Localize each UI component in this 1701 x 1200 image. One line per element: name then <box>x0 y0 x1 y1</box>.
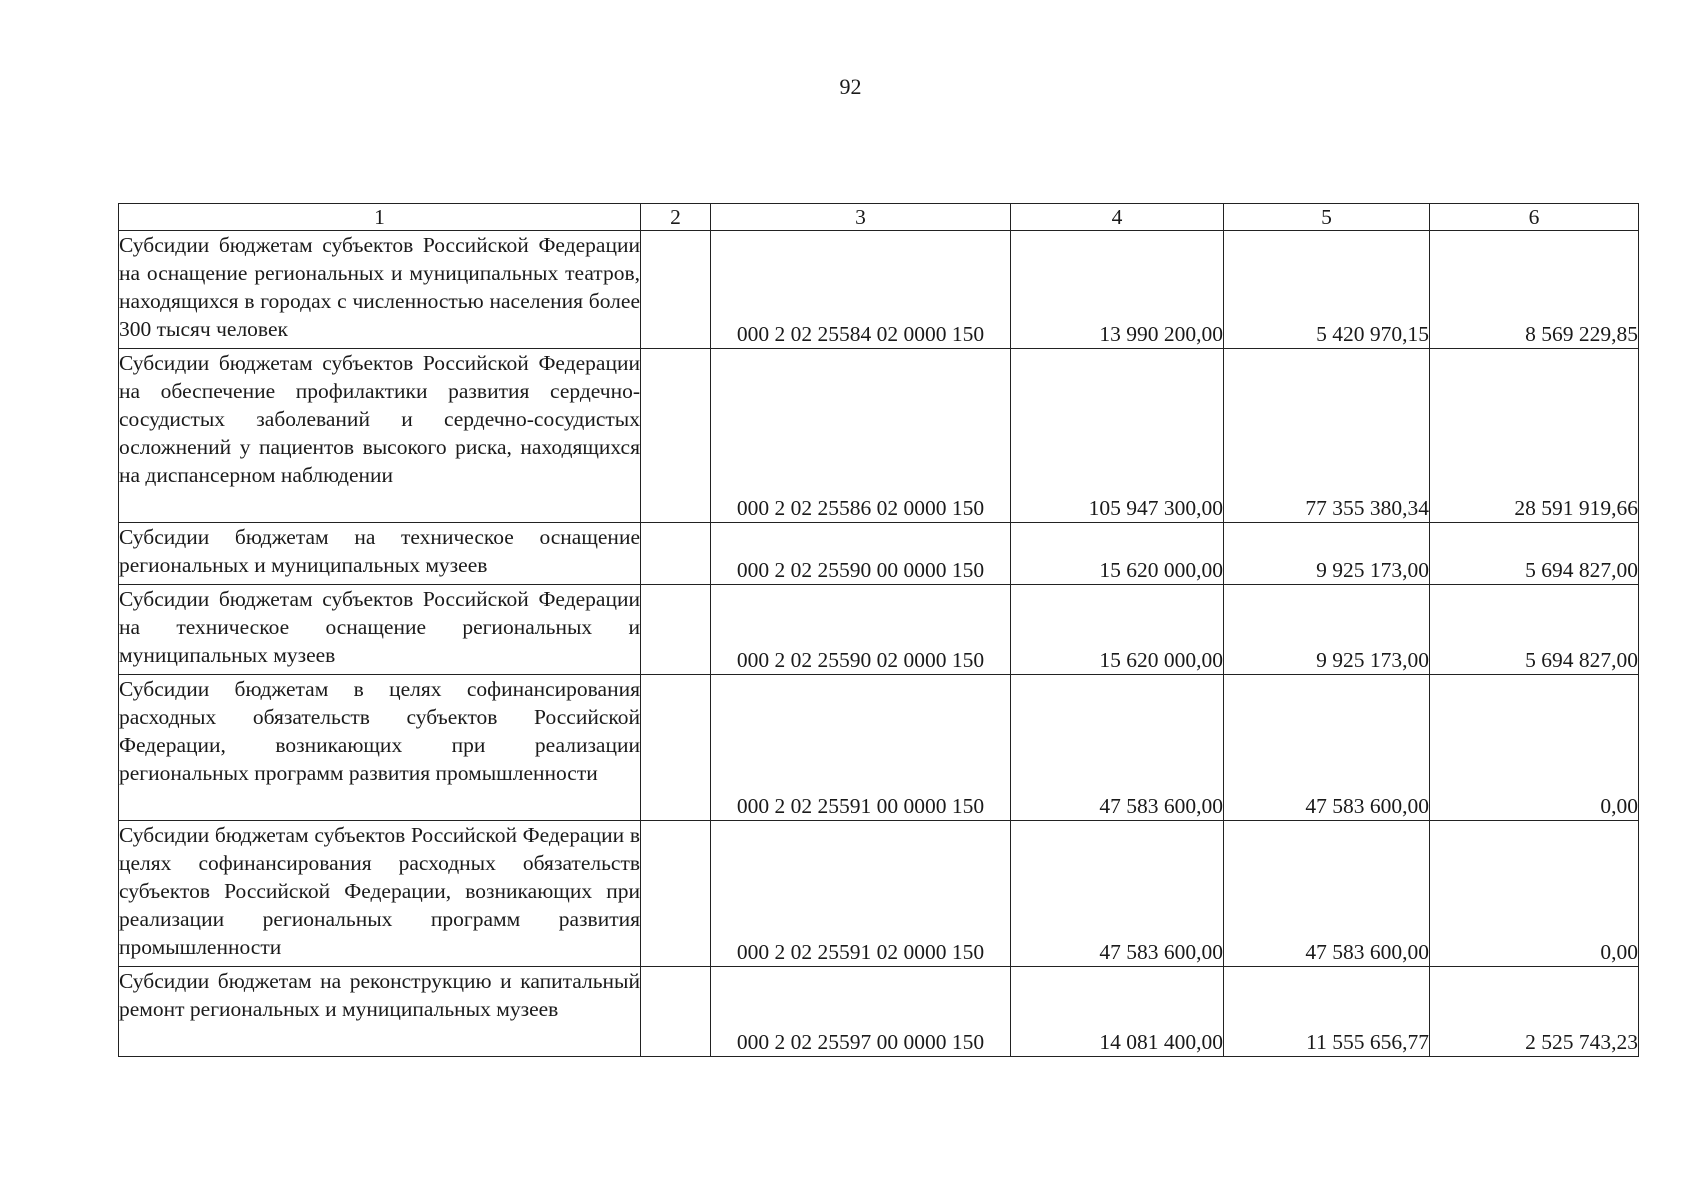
row-col6: 8 569 229,85 <box>1430 231 1639 349</box>
row-col2 <box>641 349 711 523</box>
row-description: Субсидии бюджетам субъектов Российской Федерации на обеспечение профилактики развития сердечно-сосудистых заболеваний и сердечно-сосудистых осложнений у пациентов высокого риска, находящихся на диспансерном наблюдении <box>119 349 641 523</box>
row-col6: 2 525 743,23 <box>1430 967 1639 1057</box>
row-col2 <box>641 231 711 349</box>
row-col5: 47 583 600,00 <box>1224 675 1430 821</box>
row-col5: 11 555 656,77 <box>1224 967 1430 1057</box>
row-col2 <box>641 585 711 675</box>
row-col4: 105 947 300,00 <box>1011 349 1224 523</box>
table-row <box>119 231 1639 349</box>
row-code: 000 2 02 25591 00 0000 150 <box>711 675 1011 821</box>
column-header-2: 2 <box>641 204 711 231</box>
row-col4: 13 990 200,00 <box>1011 231 1224 349</box>
row-col5: 9 925 173,00 <box>1224 523 1430 585</box>
row-col6: 5 694 827,00 <box>1430 523 1639 585</box>
row-col4: 15 620 000,00 <box>1011 585 1224 675</box>
column-header-1: 1 <box>119 204 641 231</box>
row-col2 <box>641 821 711 967</box>
column-header-3: 3 <box>711 204 1011 231</box>
table-row <box>119 821 1639 967</box>
row-col6: 0,00 <box>1430 821 1639 967</box>
row-col4: 15 620 000,00 <box>1011 523 1224 585</box>
row-col4: 47 583 600,00 <box>1011 821 1224 967</box>
row-col2 <box>641 967 711 1057</box>
row-col5: 5 420 970,15 <box>1224 231 1430 349</box>
row-code: 000 2 02 25597 00 0000 150 <box>711 967 1011 1057</box>
row-description: Субсидии бюджетам субъектов Российской Федерации на техническое оснащение региональных и муниципальных музеев <box>119 585 641 675</box>
table-row <box>119 523 1639 585</box>
row-col2 <box>641 523 711 585</box>
table-row <box>119 349 1639 523</box>
row-code: 000 2 02 25590 02 0000 150 <box>711 585 1011 675</box>
column-header-5: 5 <box>1224 204 1430 231</box>
row-col6: 5 694 827,00 <box>1430 585 1639 675</box>
row-code: 000 2 02 25586 02 0000 150 <box>711 349 1011 523</box>
table-row <box>119 585 1639 675</box>
budget-table <box>118 203 1639 1057</box>
row-col4: 14 081 400,00 <box>1011 967 1224 1057</box>
row-description: Субсидии бюджетам в целях софинансирования расходных обязательств субъектов Российской Федерации, возникающих при реализации региональных программ развития промышленности <box>119 675 641 821</box>
row-col4: 47 583 600,00 <box>1011 675 1224 821</box>
row-description: Субсидии бюджетам на реконструкцию и капитальный ремонт региональных и муниципальных музеев <box>119 967 641 1057</box>
row-code: 000 2 02 25584 02 0000 150 <box>711 231 1011 349</box>
column-header-6: 6 <box>1430 204 1639 231</box>
row-col6: 0,00 <box>1430 675 1639 821</box>
row-col6: 28 591 919,66 <box>1430 349 1639 523</box>
row-col5: 9 925 173,00 <box>1224 585 1430 675</box>
row-col2 <box>641 675 711 821</box>
row-code: 000 2 02 25590 00 0000 150 <box>711 523 1011 585</box>
page-number: 92 <box>839 74 862 99</box>
row-col5: 77 355 380,34 <box>1224 349 1430 523</box>
row-description: Субсидии бюджетам субъектов Российской Федерации в целях софинансирования расходных обязательств субъектов Российской Федерации, возникающих при реализации региональных программ развития промышленности <box>119 821 641 967</box>
row-col5: 47 583 600,00 <box>1224 821 1430 967</box>
row-description: Субсидии бюджетам субъектов Российской Федерации на оснащение региональных и муниципальных театров, находящихся в городах с численностью населения более 300 тысяч человек <box>119 231 641 349</box>
table-row <box>119 675 1639 821</box>
table-header-row <box>119 204 1639 231</box>
column-header-4: 4 <box>1011 204 1224 231</box>
table-row <box>119 967 1639 1057</box>
row-code: 000 2 02 25591 02 0000 150 <box>711 821 1011 967</box>
row-description: Субсидии бюджетам на техническое оснащение региональных и муниципальных музеев <box>119 523 641 585</box>
